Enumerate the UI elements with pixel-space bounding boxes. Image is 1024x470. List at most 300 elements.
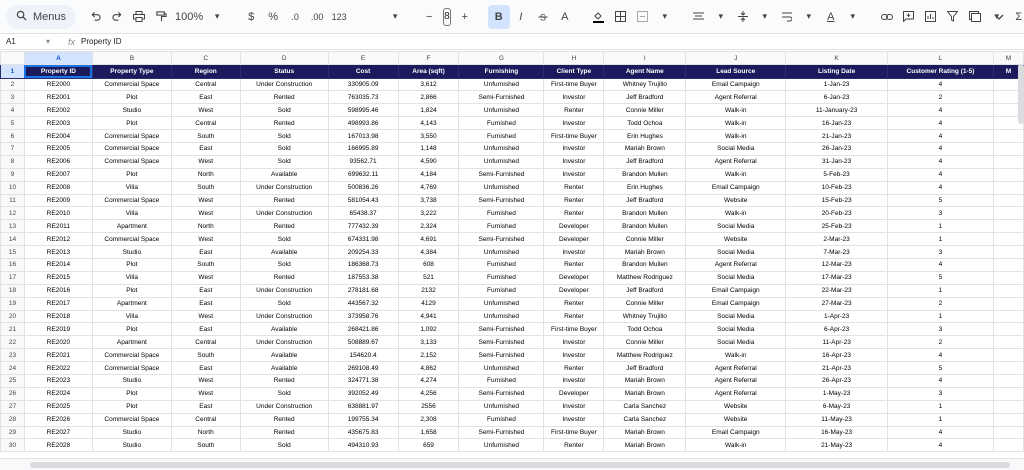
cell[interactable]: Rented	[240, 426, 328, 439]
column-header-m[interactable]: M	[993, 52, 1023, 65]
fill-color-icon[interactable]	[588, 5, 610, 29]
cell[interactable]: 3,133	[398, 336, 459, 349]
row-header[interactable]: 7	[1, 142, 25, 155]
column-header-h[interactable]: H	[544, 52, 604, 65]
cell[interactable]: 4129	[398, 297, 459, 310]
cell[interactable]: 26-Jan-23	[786, 142, 888, 155]
column-header-e[interactable]: E	[328, 52, 398, 65]
cell[interactable]: 608	[398, 258, 459, 271]
cell[interactable]: RE2025	[24, 400, 92, 413]
cell[interactable]: Plot	[92, 117, 171, 130]
cell[interactable]: Investor	[544, 400, 604, 413]
cell[interactable]: 7-Mar-23	[786, 246, 888, 259]
cell[interactable]: East	[171, 323, 240, 336]
cell[interactable]: 777432.39	[328, 220, 398, 233]
percent-format-button[interactable]: %	[268, 10, 279, 23]
print-icon[interactable]	[128, 5, 150, 29]
cell[interactable]: 11-Apr-23	[786, 336, 888, 349]
cell[interactable]: West	[171, 271, 240, 284]
cell[interactable]	[993, 142, 1023, 155]
cell[interactable]: 25-Feb-23	[786, 220, 888, 233]
cell[interactable]: Sold	[240, 439, 328, 452]
column-title-cell[interactable]: Listing Date	[786, 65, 888, 79]
cell[interactable]	[993, 387, 1023, 400]
cell[interactable]: 638881.97	[328, 400, 398, 413]
cell[interactable]: Rented	[240, 271, 328, 284]
cell[interactable]	[993, 233, 1023, 246]
cell[interactable]: 154620.4	[328, 349, 398, 362]
cell[interactable]: Commercial Space	[92, 130, 171, 143]
comment-icon[interactable]	[898, 5, 920, 29]
cell[interactable]: Villa	[92, 207, 171, 220]
cell[interactable]: RE2027	[24, 426, 92, 439]
cell[interactable]: Mariah Brown	[604, 387, 686, 400]
font-size-decrease-button[interactable]: −	[425, 10, 433, 23]
cell[interactable]: First-time Buyer	[544, 78, 604, 91]
cell[interactable]: 1,658	[398, 426, 459, 439]
cell[interactable]: 1,824	[398, 104, 459, 117]
cell[interactable]: RE2017	[24, 297, 92, 310]
cell[interactable]: Erin Hughes	[604, 130, 686, 143]
column-title-cell[interactable]: Agent Name	[604, 65, 686, 79]
cell[interactable]	[993, 323, 1023, 336]
cell[interactable]: 3	[888, 323, 994, 336]
cell[interactable]: Commercial Space	[92, 413, 171, 426]
cell[interactable]: Under Construction	[240, 78, 328, 91]
cell[interactable]: 4	[888, 181, 994, 194]
cell[interactable]: Investor	[544, 246, 604, 259]
cell[interactable]	[993, 130, 1023, 143]
cell[interactable]: 598995.46	[328, 104, 398, 117]
italic-button[interactable]: I	[519, 10, 523, 23]
cell[interactable]: 4,691	[398, 233, 459, 246]
column-header-l[interactable]: L	[888, 52, 994, 65]
cell[interactable]: Commercial Space	[92, 194, 171, 207]
cell[interactable]: Unfurnished	[459, 439, 544, 452]
cell[interactable]: Connie Miller	[604, 104, 686, 117]
cell[interactable]: 4,590	[398, 155, 459, 168]
cell[interactable]: 5	[888, 194, 994, 207]
cell[interactable]: 494310.93	[328, 439, 398, 452]
cell[interactable]	[993, 194, 1023, 207]
cell[interactable]: Jeff Bradford	[604, 362, 686, 375]
cell[interactable]: 21-Apr-23	[786, 362, 888, 375]
cell[interactable]: 4,769	[398, 181, 459, 194]
cell[interactable]: 3	[888, 246, 994, 259]
column-title-cell[interactable]: Area (sqft)	[398, 65, 459, 79]
cell[interactable]: 21-Jan-23	[786, 130, 888, 143]
cell[interactable]: Matthew Rodriguez	[604, 349, 686, 362]
row-header[interactable]: 2	[1, 78, 25, 91]
column-title-cell[interactable]: Client Type	[544, 65, 604, 79]
cell[interactable]: Renter	[544, 310, 604, 323]
paint-format-icon[interactable]	[150, 5, 172, 29]
cell[interactable]: West	[171, 194, 240, 207]
cell[interactable]: Semi-Furnished	[459, 168, 544, 181]
cell[interactable]: Apartment	[92, 220, 171, 233]
cell[interactable]: Website	[686, 233, 786, 246]
cell[interactable]: Sold	[240, 130, 328, 143]
cell[interactable]	[993, 246, 1023, 259]
cell[interactable]: 4	[888, 142, 994, 155]
column-header-f[interactable]: F	[398, 52, 459, 65]
cell[interactable]: 4	[888, 439, 994, 452]
cell[interactable]: Walk-in	[686, 207, 786, 220]
cell[interactable]: Sold	[240, 258, 328, 271]
cell[interactable]	[993, 413, 1023, 426]
cell[interactable]: Brandon Mullen	[604, 258, 686, 271]
vertical-align-icon[interactable]	[732, 5, 754, 29]
link-icon[interactable]	[876, 5, 898, 29]
cell[interactable]: 166995.89	[328, 142, 398, 155]
cell[interactable]: Rented	[240, 413, 328, 426]
cell[interactable]: RE2009	[24, 194, 92, 207]
row-header[interactable]: 10	[1, 181, 25, 194]
cell[interactable]: Renter	[544, 181, 604, 194]
cell[interactable]: Mariah Brown	[604, 439, 686, 452]
cell[interactable]: Rented	[240, 374, 328, 387]
cell[interactable]: 199755.34	[328, 413, 398, 426]
column-header-b[interactable]: B	[92, 52, 171, 65]
cell[interactable]: RE2003	[24, 117, 92, 130]
cell[interactable]: 581054.43	[328, 194, 398, 207]
cell[interactable]: Available	[240, 323, 328, 336]
cell[interactable]: 16-May-23	[786, 426, 888, 439]
cell[interactable]: 3,738	[398, 194, 459, 207]
row-header[interactable]: 20	[1, 310, 25, 323]
cell[interactable]: RE2004	[24, 130, 92, 143]
cell[interactable]: Social Media	[686, 323, 786, 336]
row-header[interactable]: 18	[1, 284, 25, 297]
cell[interactable]: Sold	[240, 142, 328, 155]
cell[interactable]: 3	[888, 387, 994, 400]
cell[interactable]: Furnished	[459, 207, 544, 220]
cell[interactable]: South	[171, 349, 240, 362]
cell[interactable]: Plot	[92, 387, 171, 400]
cell[interactable]: 5	[888, 362, 994, 375]
cell[interactable]: Social Media	[686, 271, 786, 284]
cell[interactable]: Semi-Furnished	[459, 323, 544, 336]
cell[interactable]: 4,941	[398, 310, 459, 323]
cell[interactable]: 17-Mar-23	[786, 271, 888, 284]
cell[interactable]: 15-Feb-23	[786, 194, 888, 207]
cell[interactable]: Website	[686, 413, 786, 426]
cell[interactable]: Investor	[544, 117, 604, 130]
cell[interactable]: North	[171, 220, 240, 233]
cell[interactable]: Furnished	[459, 220, 544, 233]
cell[interactable]: 1-Jan-23	[786, 78, 888, 91]
cell[interactable]: 4,256	[398, 387, 459, 400]
column-title-cell[interactable]: Property Type	[92, 65, 171, 79]
cell[interactable]	[993, 155, 1023, 168]
cell[interactable]: Email Campaign	[686, 426, 786, 439]
cell[interactable]: West	[171, 233, 240, 246]
row-header[interactable]: 30	[1, 439, 25, 452]
cell[interactable]: Unfurnished	[459, 246, 544, 259]
cell[interactable]: Unfurnished	[459, 181, 544, 194]
row-header[interactable]: 6	[1, 130, 25, 143]
row-header[interactable]: 12	[1, 207, 25, 220]
cell[interactable]: Email Campaign	[686, 284, 786, 297]
cell[interactable]: 11-May-23	[786, 413, 888, 426]
cell[interactable]: Sold	[240, 155, 328, 168]
cell[interactable]: Developer	[544, 233, 604, 246]
cell[interactable]: Connie Miller	[604, 297, 686, 310]
cell[interactable]: Investor	[544, 142, 604, 155]
currency-format-button[interactable]: $	[248, 10, 255, 23]
vertical-scrollbar[interactable]	[1018, 64, 1024, 124]
cell[interactable]: Commercial Space	[92, 349, 171, 362]
cell[interactable]: 269108.49	[328, 362, 398, 375]
filter-views-icon[interactable]	[964, 5, 986, 29]
cell[interactable]: 508889.67	[328, 336, 398, 349]
cell[interactable]: Semi-Furnished	[459, 91, 544, 104]
cell[interactable]: 4,274	[398, 374, 459, 387]
cell[interactable]	[993, 349, 1023, 362]
cell[interactable]: Mariah Brown	[604, 374, 686, 387]
row-header[interactable]: 9	[1, 168, 25, 181]
cell[interactable]: North	[171, 426, 240, 439]
cell[interactable]: Apartment	[92, 336, 171, 349]
cell[interactable]: Developer	[544, 271, 604, 284]
cell[interactable]: Semi-Furnished	[459, 349, 544, 362]
cell[interactable]: Agent Referral	[686, 387, 786, 400]
cell[interactable]: 6-Apr-23	[786, 323, 888, 336]
cell[interactable]: First-time Buyer	[544, 323, 604, 336]
cell[interactable]: Investor	[544, 91, 604, 104]
cell[interactable]: Furnished	[459, 413, 544, 426]
cell[interactable]: RE2024	[24, 387, 92, 400]
cell[interactable]: Brandon Mullen	[604, 168, 686, 181]
cell[interactable]: Studio	[92, 374, 171, 387]
cell[interactable]: Plot	[92, 400, 171, 413]
column-title-cell[interactable]: Status	[240, 65, 328, 79]
cell[interactable]: Renter	[544, 439, 604, 452]
cell[interactable]: Furnished	[459, 258, 544, 271]
cell[interactable]: Developer	[544, 220, 604, 233]
cell[interactable]: Rented	[240, 117, 328, 130]
cell[interactable]: Investor	[544, 336, 604, 349]
cell[interactable]: RE2011	[24, 220, 92, 233]
cell[interactable]: Website	[686, 400, 786, 413]
cell[interactable]: East	[171, 297, 240, 310]
cell[interactable]: Semi-Furnished	[459, 387, 544, 400]
row-header[interactable]: 22	[1, 336, 25, 349]
cell[interactable]: Unfurnished	[459, 142, 544, 155]
row-header[interactable]: 23	[1, 349, 25, 362]
cell[interactable]: 186368.73	[328, 258, 398, 271]
cell[interactable]: Furnished	[459, 117, 544, 130]
cell[interactable]: RE2018	[24, 310, 92, 323]
row-header[interactable]: 27	[1, 400, 25, 413]
cell[interactable]: Agent Referral	[686, 258, 786, 271]
cell[interactable]: 2	[888, 336, 994, 349]
number-format-button[interactable]: 123	[331, 11, 347, 22]
cell[interactable]: Connie Miller	[604, 336, 686, 349]
column-title-cell[interactable]: Customer Rating (1-5)	[888, 65, 994, 79]
cell[interactable]: 1	[888, 310, 994, 323]
cell[interactable]: Under Construction	[240, 181, 328, 194]
cell[interactable]: 4,143	[398, 117, 459, 130]
cell[interactable]: Social Media	[686, 246, 786, 259]
cell[interactable]: 1	[888, 233, 994, 246]
bold-button[interactable]: B	[488, 5, 510, 29]
font-family-select[interactable]	[362, 5, 384, 29]
cell[interactable]: Unfurnished	[459, 78, 544, 91]
cell[interactable]	[993, 310, 1023, 323]
borders-icon[interactable]	[610, 5, 632, 29]
cell[interactable]: Whitney Trujillo	[604, 78, 686, 91]
cell[interactable]: 11-January-23	[786, 104, 888, 117]
cell[interactable]: Plot	[92, 284, 171, 297]
cell[interactable]: Email Campaign	[686, 78, 786, 91]
cell[interactable]: Commercial Space	[92, 78, 171, 91]
undo-icon[interactable]	[84, 5, 106, 29]
cell[interactable]: 443567.32	[328, 297, 398, 310]
cell[interactable]: Under Construction	[240, 284, 328, 297]
cell[interactable]: 12-Mar-23	[786, 258, 888, 271]
horizontal-scrollbar[interactable]	[30, 462, 1010, 468]
cell[interactable]: 4	[888, 426, 994, 439]
cell[interactable]: 498993.86	[328, 117, 398, 130]
cell[interactable]	[993, 400, 1023, 413]
cell[interactable]: 1	[888, 400, 994, 413]
column-header-d[interactable]: D	[240, 52, 328, 65]
cell[interactable]: Social Media	[686, 142, 786, 155]
cell[interactable]: Todd Ochoa	[604, 117, 686, 130]
cell[interactable]: 3,550	[398, 130, 459, 143]
cell[interactable]: Renter	[544, 104, 604, 117]
column-title-cell[interactable]: Region	[171, 65, 240, 79]
cell[interactable]: East	[171, 362, 240, 375]
cell[interactable]: Investor	[544, 168, 604, 181]
cell[interactable]: 278181.68	[328, 284, 398, 297]
cell[interactable]: 4,384	[398, 246, 459, 259]
cell[interactable]: Central	[171, 413, 240, 426]
cell[interactable]: RE2026	[24, 413, 92, 426]
cell[interactable]: Commercial Space	[92, 362, 171, 375]
cell[interactable]: Unfurnished	[459, 155, 544, 168]
cell[interactable]: RE2007	[24, 168, 92, 181]
column-title-cell[interactable]: Cost	[328, 65, 398, 79]
font-size-input[interactable]: 8	[443, 8, 451, 26]
cell[interactable]: Central	[171, 117, 240, 130]
menus-search[interactable]	[6, 5, 76, 29]
cell[interactable]: 16-Apr-23	[786, 349, 888, 362]
cell[interactable]: Investor	[544, 413, 604, 426]
cell[interactable]: 2-Mar-23	[786, 233, 888, 246]
cell[interactable]	[993, 271, 1023, 284]
cell[interactable]: Studio	[92, 104, 171, 117]
cell[interactable]: First-time Buyer	[544, 130, 604, 143]
cell[interactable]: RE2028	[24, 439, 92, 452]
cell[interactable]: Brandon Mullen	[604, 207, 686, 220]
cell[interactable]: South	[171, 258, 240, 271]
cell[interactable]: South	[171, 181, 240, 194]
functions-button[interactable]: Σ	[1015, 10, 1023, 23]
cell[interactable]: Sold	[240, 104, 328, 117]
cell[interactable]: Studio	[92, 246, 171, 259]
cell[interactable]: Agent Referral	[686, 362, 786, 375]
cell[interactable]: Furnished	[459, 284, 544, 297]
cell[interactable]: Erin Hughes	[604, 181, 686, 194]
cell[interactable]: 324771.38	[328, 374, 398, 387]
cell[interactable]: 373958.76	[328, 310, 398, 323]
cell[interactable]: 330905.09	[328, 78, 398, 91]
cell[interactable]: Todd Ochoa	[604, 323, 686, 336]
cell[interactable]	[993, 168, 1023, 181]
filter-icon[interactable]	[942, 5, 964, 29]
cell[interactable]: Villa	[92, 310, 171, 323]
column-title-cell[interactable]: Lead Source	[686, 65, 786, 79]
cell[interactable]: Renter	[544, 258, 604, 271]
cell[interactable]: RE2020	[24, 336, 92, 349]
cell[interactable]: RE2022	[24, 362, 92, 375]
cell[interactable]: Mariah Brown	[604, 426, 686, 439]
cell[interactable]: Semi-Furnished	[459, 233, 544, 246]
cell[interactable]: Sold	[240, 297, 328, 310]
cell[interactable]: Developer	[544, 387, 604, 400]
row-header[interactable]: 3	[1, 91, 25, 104]
cell[interactable]: 6-May-23	[786, 400, 888, 413]
cell[interactable]: West	[171, 387, 240, 400]
cell[interactable]: Unfurnished	[459, 297, 544, 310]
cell[interactable]: Agent Referral	[686, 155, 786, 168]
cell[interactable]: 22-Mar-23	[786, 284, 888, 297]
cell[interactable]: Renter	[544, 207, 604, 220]
cell[interactable]: Whitney Trujillo	[604, 310, 686, 323]
cell[interactable]: Social Media	[686, 310, 786, 323]
cell[interactable]: First-time Buyer	[544, 426, 604, 439]
cell[interactable]	[993, 297, 1023, 310]
cell[interactable]: RE2013	[24, 246, 92, 259]
cell[interactable]: 1-May-23	[786, 387, 888, 400]
cell[interactable]: Available	[240, 168, 328, 181]
cell[interactable]: Social Media	[686, 220, 786, 233]
cell[interactable]: RE2000	[24, 78, 92, 91]
cell[interactable]: Unfurnished	[459, 310, 544, 323]
cell[interactable]: 4	[888, 130, 994, 143]
cell[interactable]	[993, 181, 1023, 194]
cell[interactable]: Sold	[240, 233, 328, 246]
decrease-decimal-button[interactable]: .0	[291, 11, 299, 22]
cell[interactable]: Under Construction	[240, 336, 328, 349]
cell[interactable]: 2,308	[398, 413, 459, 426]
cell[interactable]: Sold	[240, 387, 328, 400]
cell[interactable]: Renter	[544, 362, 604, 375]
cell[interactable]: 2,152	[398, 349, 459, 362]
cell[interactable]: RE2021	[24, 349, 92, 362]
cell[interactable]: Agent Referral	[686, 91, 786, 104]
cell[interactable]: Commercial Space	[92, 233, 171, 246]
cell[interactable]: 521	[398, 271, 459, 284]
row-header[interactable]: 4	[1, 104, 25, 117]
cell[interactable]: Studio	[92, 426, 171, 439]
cell[interactable]: 2,324	[398, 220, 459, 233]
row-header[interactable]: 8	[1, 155, 25, 168]
cell[interactable]: Unfurnished	[459, 362, 544, 375]
row-header[interactable]: 14	[1, 233, 25, 246]
cell[interactable]: 1	[888, 220, 994, 233]
cell[interactable]: Apartment	[92, 297, 171, 310]
cell[interactable]: West	[171, 310, 240, 323]
cell[interactable]: Website	[686, 194, 786, 207]
cell[interactable]: 392052.49	[328, 387, 398, 400]
cell[interactable]: RE2005	[24, 142, 92, 155]
zoom-select[interactable]: 100%	[175, 10, 204, 23]
cell[interactable]: East	[171, 91, 240, 104]
cell[interactable]: 4	[888, 78, 994, 91]
